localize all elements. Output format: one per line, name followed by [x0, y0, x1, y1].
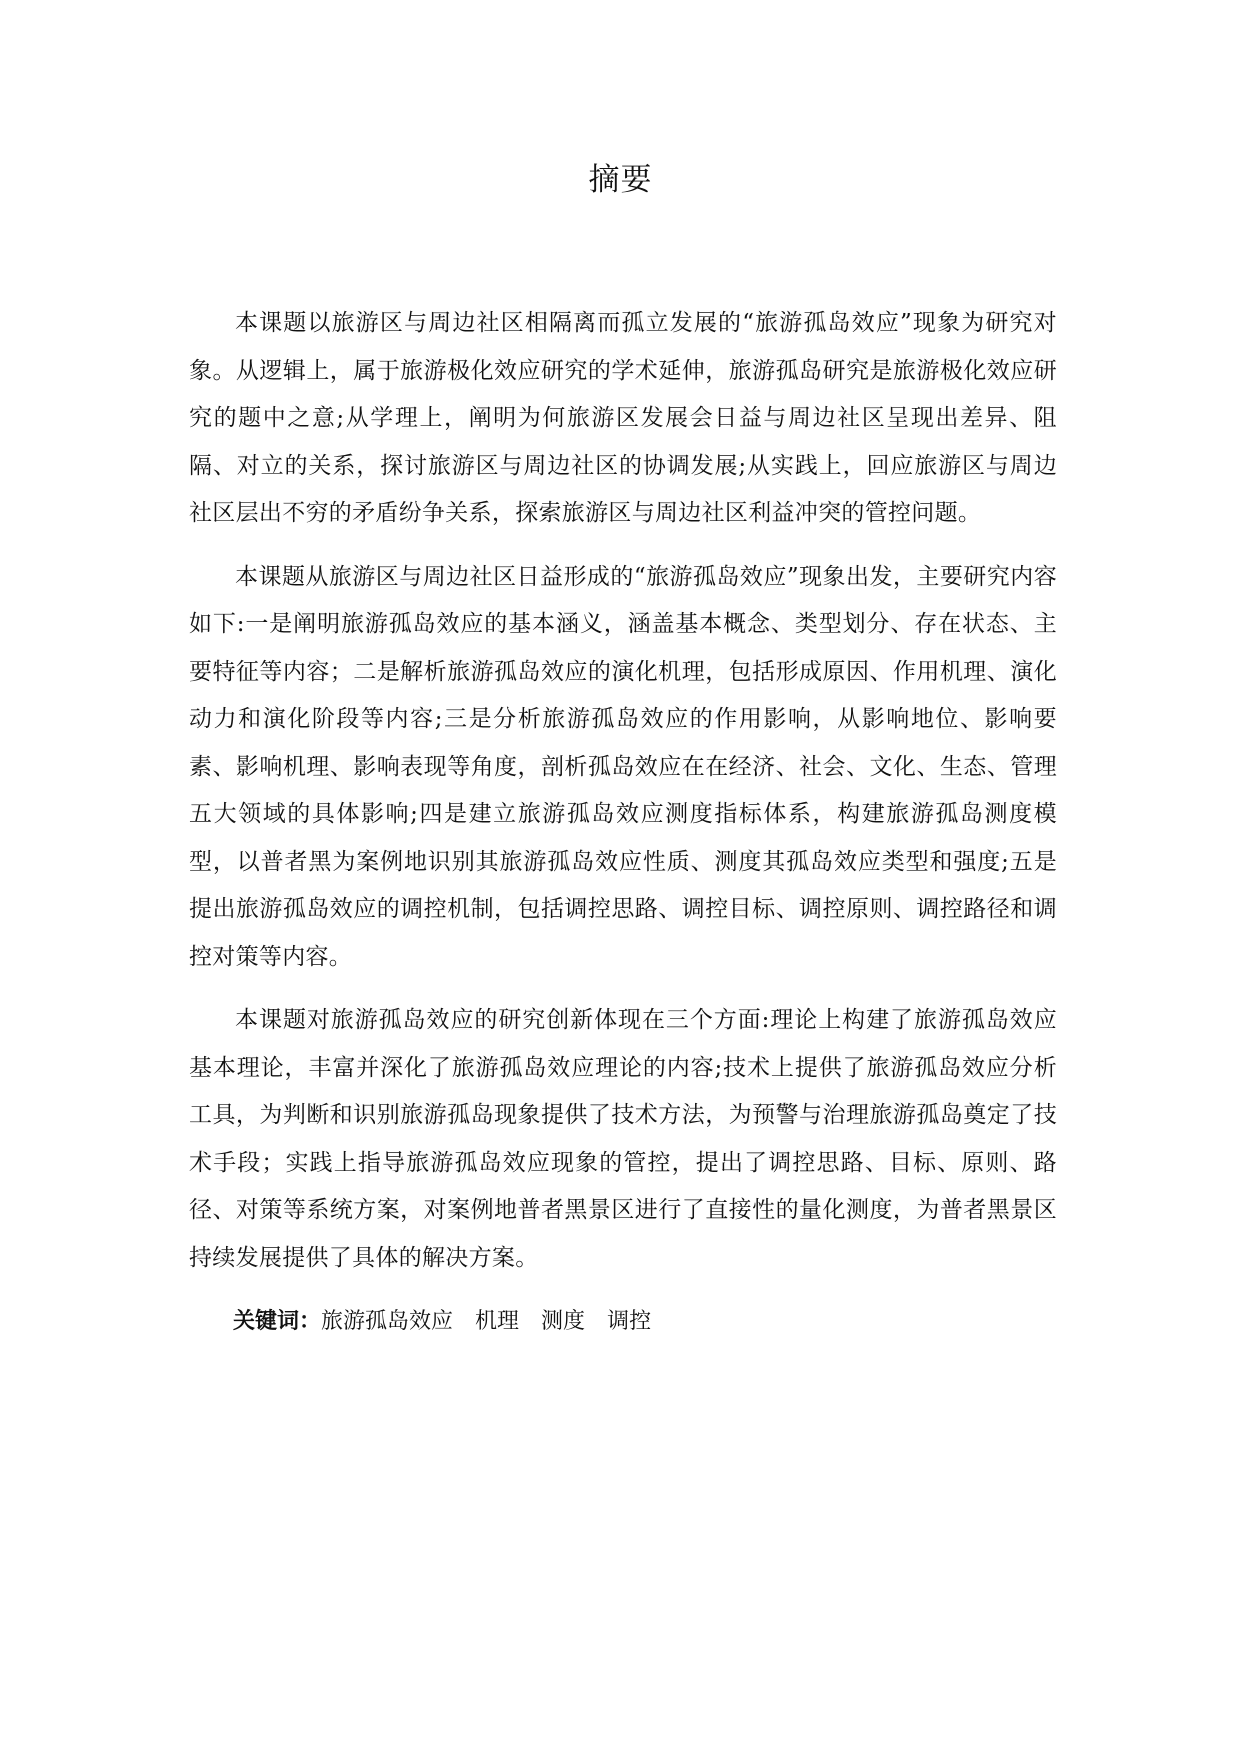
page-title: 摘要 — [588, 162, 653, 198]
keyword-item: 机理 — [475, 1309, 520, 1334]
keyword-item: 旅游孤岛效应 — [321, 1309, 454, 1334]
abstract-paragraph-1: 本课题以旅游区与周边社区相隔离而孤立发展的“旅游孤岛效应”现象为研究对象。从逻辑上，属于旅游极化效应研究的学术延伸，旅游孤岛研究是旅游极化效应研究的题中之意;从学理上，阐明为何旅游区发展会日益与周边社区呈现出差异、阻隔、对立的关系，探讨旅游区与周边社区的协调发展;从实践上，回应旅游区与周边社区层出不穷的矛盾纷争关系，探索旅游区与周边社区利益冲突的管控问题。 — [189, 310, 1057, 526]
abstract-body — [189, 300, 1057, 1346]
keywords-label: 关键词： — [233, 1309, 322, 1334]
abstract-paragraph-3: 本课题对旅游孤岛效应的研究创新体现在三个方面:理论上构建了旅游孤岛效应基本理论，丰富并深化了旅游孤岛效应理论的内容;技术上提供了旅游孤岛效应分析工具，为判断和识别旅游孤岛现象提供了技术方法，为预警与治理旅游孤岛奠定了技术手段；实践上指导旅游孤岛效应现象的管控，提出了调控思路、目标、原则、路径、对策等系统方案，对案例地普者黑景区进行了直接性的量化测度，为普者黑景区持续发展提供了具体的解决方案。 — [189, 1007, 1057, 1271]
keyword-item: 测度 — [541, 1309, 586, 1334]
keywords-line — [189, 1298, 1057, 1346]
keyword-item: 调控 — [607, 1309, 652, 1334]
abstract-paragraph-2: 本课题从旅游区与周边社区日益形成的“旅游孤岛效应”现象出发，主要研究内容如下:一是阐明旅游孤岛效应的基本涵义，涵盖基本概念、类型划分、存在状态、主要特征等内容；二是解析旅游孤岛效应的演化机理，包括形成原因、作用机理、演化动力和演化阶段等内容;三是分析旅游孤岛效应的作用影响，从影响地位、影响要素、影响机理、影响表现等角度，剖析孤岛效应在在经济、社会、文化、生态、管理五大领域的具体影响;四是建立旅游孤岛效应测度指标体系，构建旅游孤岛测度模型，以普者黑为案例地识别其旅游孤岛效应性质、测度其孤岛效应类型和强度;五是提出旅游孤岛效应的调控机制，包括调控思路、调控目标、调控原则、调控路径和调控对策等内容。 — [189, 563, 1057, 970]
